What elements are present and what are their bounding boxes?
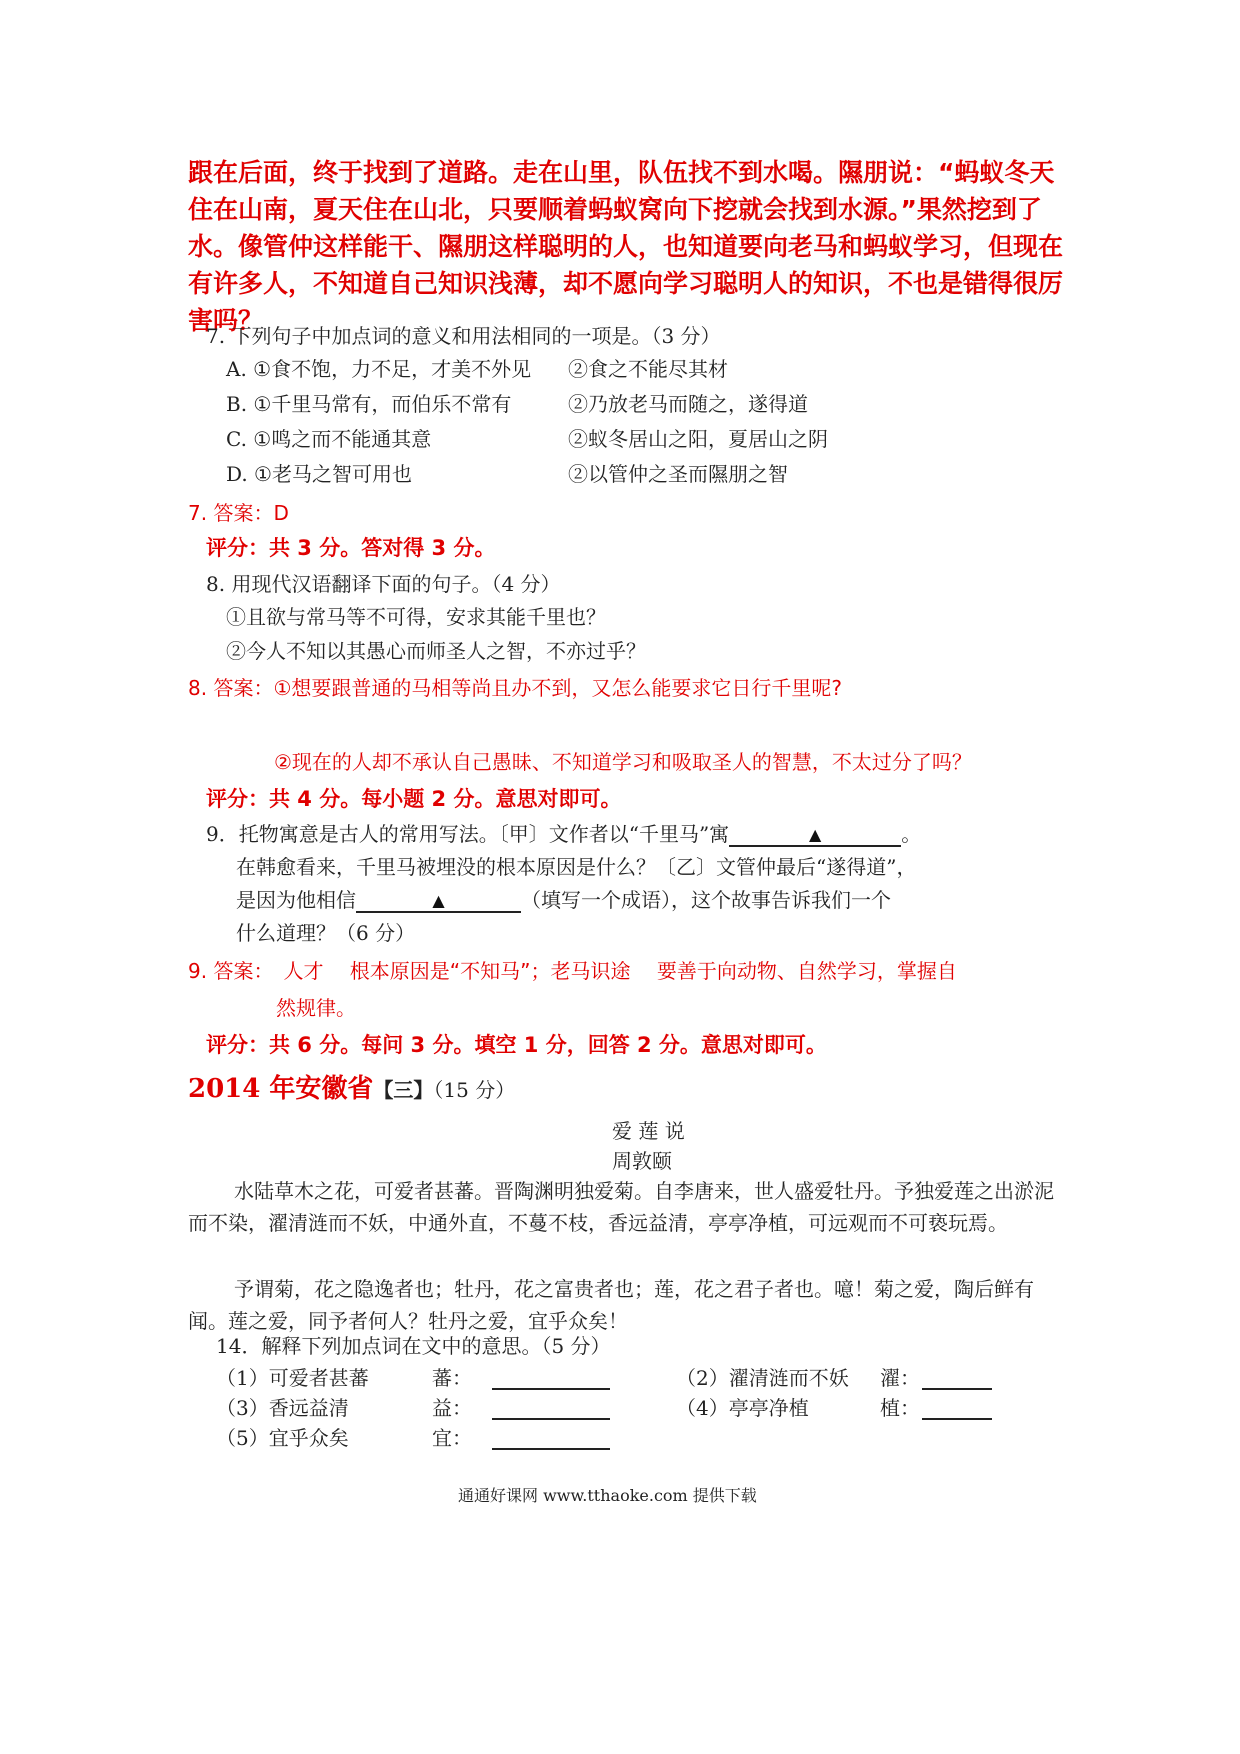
- passage-paragraph-2: 予谓菊，花之隐逸者也；牡丹，花之富贵者也；莲，花之君子者也。噫！菊之爱，陶后鲜有闻。莲之爱，同予者何人？牡丹之爱，宜乎众矣！: [188, 1277, 1034, 1333]
- q14-stem: 14．解释下列加点词在文中的意思。（5 分）: [216, 1334, 611, 1358]
- q8-sentence-2: ②今人不知以其愚心而师圣人之智，不亦过乎？: [226, 639, 646, 663]
- section-tag: 【三】: [373, 1078, 434, 1102]
- q7-score: 评分：共 3 分。答对得 3 分。: [206, 536, 496, 560]
- q8-answer-1: 8. 答案：①想要跟普通的马相等尚且办不到，又怎么能要求它日行千里呢?: [188, 676, 842, 700]
- section-header: [188, 1068, 515, 1105]
- q9-line-3: [236, 884, 891, 913]
- q7-option-b-left: B. ①千里马常有，而伯乐不常有: [226, 392, 512, 416]
- q9-score: 评分：共 6 分。每问 3 分。填空 1 分，回答 2 分。意思对即可。: [206, 1033, 827, 1057]
- q8-answer-2: ②现在的人却不承认自己愚昧、不知道学习和吸取圣人的智慧，不太过分了吗？: [274, 750, 972, 774]
- q14-item-2-key: 濯：: [880, 1366, 920, 1390]
- q7-option-a-left: A. ①食不饱，力不足，才美不外见: [226, 357, 532, 381]
- q9-answer-2: 然规律。: [276, 996, 356, 1020]
- q9-line-1: [206, 818, 921, 847]
- q8-sentence-1: ①且欲与常马等不可得，安求其能千里也？: [226, 605, 606, 629]
- q9-line-1-text: 9．托物寓意是古人的常用写法。〔甲〕文作者以“千里马”寓: [206, 822, 730, 846]
- q7-option-b-right: ②乃放老马而随之，遂得道: [568, 392, 808, 416]
- section-year: 2014 年安徽省: [188, 1074, 374, 1104]
- q9-blank-1: [729, 821, 901, 847]
- section-points: （15 分）: [433, 1078, 516, 1102]
- q9-line-3-end: （填写一个成语），这个故事告诉我们一个: [521, 888, 891, 912]
- q14-item-3: （3）香远益清: [216, 1396, 349, 1420]
- q7-stem: 7. 下列句子中加点词的意义和用法相同的一项是。（3 分）: [206, 324, 721, 348]
- q14-item-1-answer-blank[interactable]: [492, 1364, 610, 1390]
- q7-option-a-right: ②食之不能尽其材: [568, 357, 728, 381]
- q14-item-3-key: 益：: [432, 1396, 472, 1420]
- passage-paragraph-1: 水陆草木之花，可爱者甚蕃。晋陶渊明独爱菊。自李唐来，世人盛爱牡丹。予独爱莲之出淤泥而不染，濯清涟而不妖，中通外直，不蔓不枝，香远益清，亭亭净植，可远观而不可亵玩焉。: [188, 1179, 1054, 1235]
- q9-line-3-text: 是因为他相信: [236, 888, 356, 912]
- q14-item-4: （4）亭亭净植: [676, 1396, 809, 1420]
- q9-line-1-end: 。: [901, 822, 922, 846]
- q14-item-5-answer-blank[interactable]: [492, 1424, 610, 1450]
- q7-option-d-right: ②以管仲之圣而隰朋之智: [568, 462, 788, 486]
- q14-item-1-key: 蕃：: [432, 1366, 472, 1390]
- triangle-icon: ▲: [432, 891, 445, 910]
- q9-blank-2: [356, 887, 521, 913]
- q14-item-5: （5）宜乎众矣: [216, 1426, 349, 1450]
- q8-stem: 8. 用现代汉语翻译下面的句子。（4 分）: [206, 572, 561, 596]
- q7-option-c-right: ②蚁冬居山之阳，夏居山之阴: [568, 427, 828, 451]
- q8-score: 评分：共 4 分。每小题 2 分。意思对即可。: [206, 787, 622, 811]
- q14-item-1: （1）可爱者甚蕃: [216, 1366, 369, 1390]
- q14-item-4-answer-blank[interactable]: [922, 1394, 992, 1420]
- q7-answer: 7. 答案：D: [188, 501, 289, 525]
- q14-item-5-key: 宜：: [432, 1426, 472, 1450]
- q14-item-3-answer-blank[interactable]: [492, 1394, 610, 1420]
- q9-line-2: 在韩愈看来，千里马被埋没的根本原因是什么？〔乙〕文管仲最后“遂得道”，: [236, 855, 917, 879]
- q7-option-c-left: C. ①鸣之而不能通其意: [226, 427, 432, 451]
- q14-item-2-answer-blank[interactable]: [922, 1364, 992, 1390]
- translation-paragraph: 跟在后面，终于找到了道路。走在山里，队伍找不到水喝。隰朋说：“蚂蚁冬天住在山南，夏天住在山北，只要顺着蚂蚁窝向下挖就会找到水源。”果然挖到了水。像管仲这样能干、隰朋这样聪明的人，也知道要向老马和蚂蚁学习，但现在有许多人，不知道自己知识浅薄，却不愿向学习聪明人的知识，不也是错得很厉害吗？: [188, 158, 1064, 335]
- page-footer: 通通好课网 www.tthaoke.com 提供下载: [458, 1486, 757, 1505]
- q14-item-2: （2）濯清涟而不妖: [676, 1366, 849, 1390]
- q9-line-4: 什么道理？（6 分）: [236, 921, 416, 945]
- q9-answer-1: 9. 答案： 人才 根本原因是“不知马”；老马识途 要善于向动物、自然学习，掌握自: [188, 959, 957, 983]
- passage-author: 周敦颐: [612, 1149, 672, 1173]
- q7-option-d-left: D. ①老马之智可用也: [226, 462, 412, 486]
- triangle-icon: ▲: [809, 825, 822, 844]
- passage-title: 爱 莲 说: [612, 1119, 685, 1143]
- q14-item-4-key: 植：: [880, 1396, 920, 1420]
